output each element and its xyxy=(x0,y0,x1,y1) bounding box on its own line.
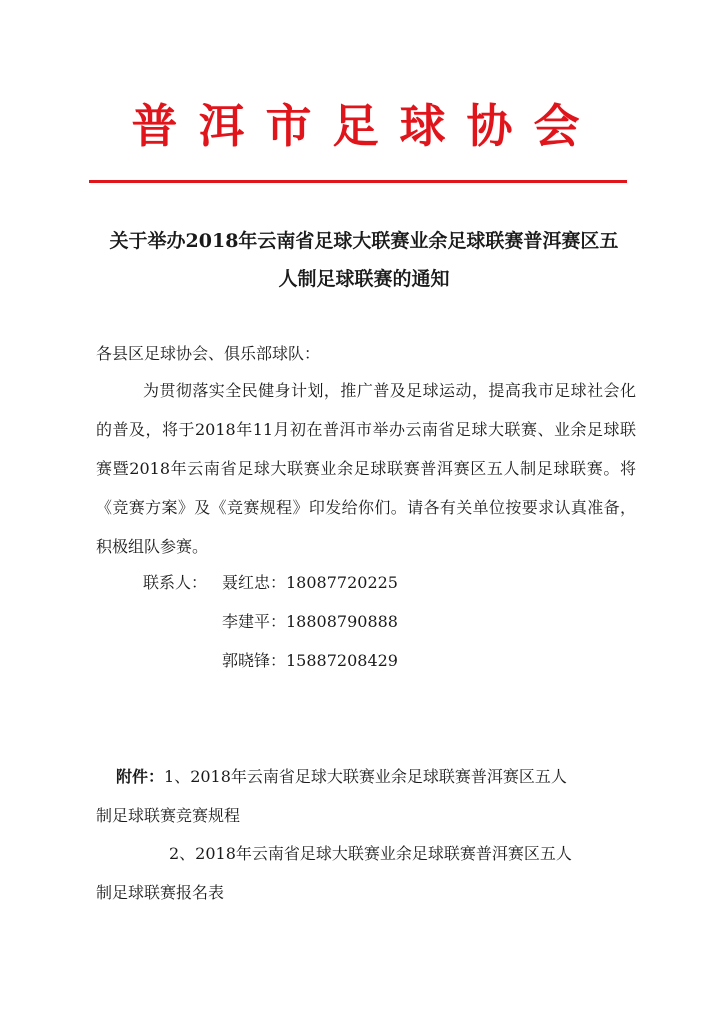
attachment-item xyxy=(96,757,636,835)
contact-label: 联系人： xyxy=(143,573,208,592)
attachment-line: 制足球联赛竞赛规程 xyxy=(96,806,241,825)
attachment-label: 附件： xyxy=(116,767,165,786)
contact-person: 聂红忠：18087720225 xyxy=(222,573,398,592)
contact-person: 李建平：18808790888 xyxy=(222,612,398,631)
notice-title: 关于举办2018年云南省足球大联赛业余足球联赛普洱赛区五人制足球联赛的通知 xyxy=(109,230,619,290)
salutation: 各县区足球协会、俱乐部球队： xyxy=(96,344,321,363)
notice-paragraph: 为贯彻落实全民健身计划，推广普及足球运动，提高我市足球社会化的普及，将于2018年11月初在普洱市举办云南省足球大联赛、业余足球联赛暨2018年云南省足球大联赛业余足球联赛普洱赛区五人制足球联赛。将《竞赛方案》及《竞赛规程》印发给你们。请各有关单位按要求认真准备，积极组队参赛。 xyxy=(96,381,636,556)
attachment-item xyxy=(96,834,636,912)
contact-person: 郭晓锋：15887208429 xyxy=(222,651,398,670)
letterhead-divider xyxy=(89,180,627,183)
attachment-line: 2、2018年云南省足球大联赛业余足球联赛普洱赛区五人 xyxy=(169,844,572,863)
letterhead-title: 普洱市足球协会 xyxy=(131,99,601,153)
attachment-line: 1、2018年云南省足球大联赛业余足球联赛普洱赛区五人 xyxy=(164,767,567,786)
attachment-line: 制足球联赛报名表 xyxy=(96,883,225,902)
